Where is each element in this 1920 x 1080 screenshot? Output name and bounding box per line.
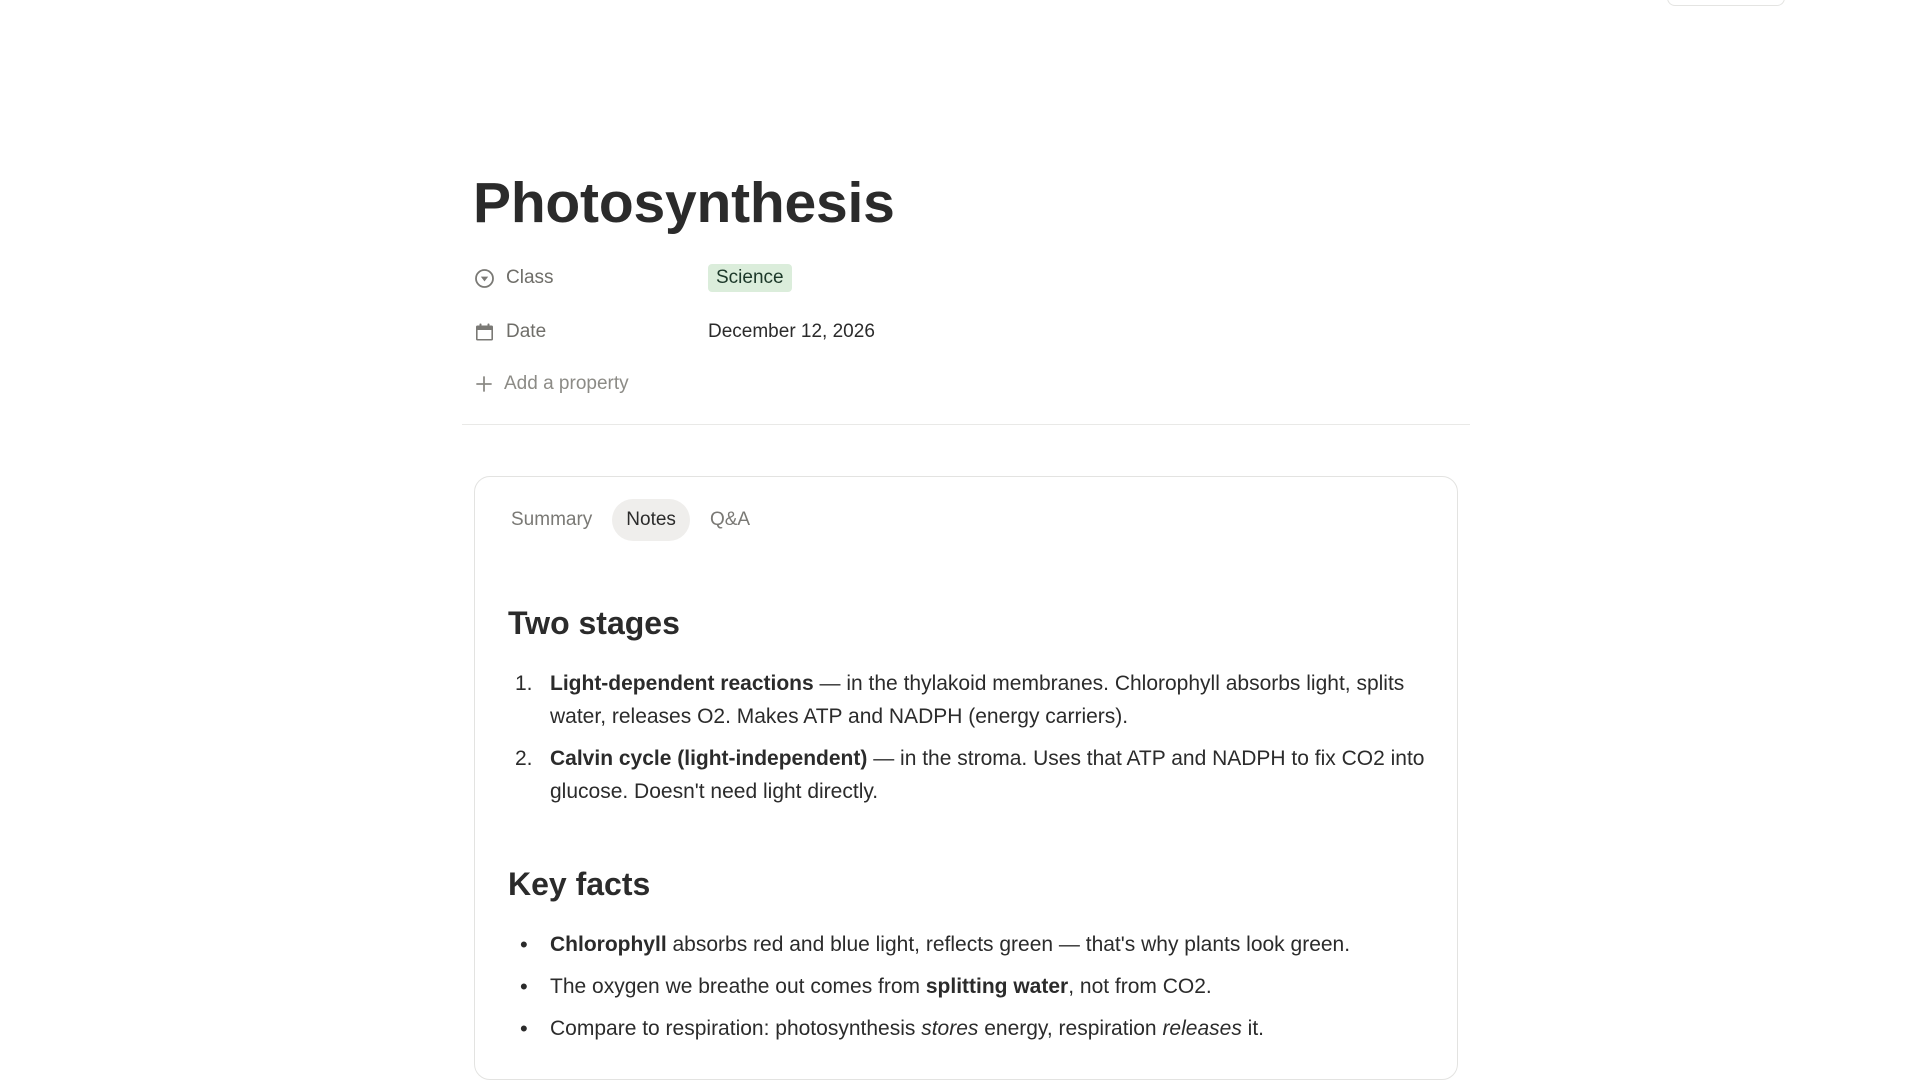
bold-text: Chlorophyll — [550, 933, 667, 956]
item-text: it. — [1241, 1017, 1264, 1040]
item-text: The oxygen we breathe out comes from — [550, 975, 926, 998]
calendar-icon — [473, 321, 495, 343]
list-marker: 2. — [515, 747, 533, 770]
bold-text: Light-dependent reactions — [550, 672, 814, 695]
section-heading-key-facts: Key facts — [508, 866, 651, 902]
add-property-label: Add a property — [504, 373, 629, 394]
italic-text: stores — [921, 1017, 979, 1040]
property-row-date[interactable] — [473, 316, 875, 348]
property-value-class[interactable] — [708, 264, 792, 292]
list-item-text — [550, 667, 1438, 733]
bullet-marker: • — [520, 974, 528, 999]
bulleted-list — [508, 928, 1438, 1054]
list-item — [508, 667, 1438, 733]
bullet-marker: • — [520, 1016, 528, 1041]
tab-summary[interactable]: Summary — [511, 509, 593, 530]
page-title[interactable]: Photosynthesis — [473, 171, 895, 235]
plus-icon — [473, 375, 495, 393]
top-right-button[interactable] — [1667, 0, 1785, 6]
item-text: — in the thylakoid membranes. Chlorophyll absorbs light, splits water, releases O2. Makes ATP and NADPH (energy carriers). — [550, 672, 1405, 728]
property-label-class[interactable] — [473, 267, 708, 289]
item-text: absorbs red and blue light, reflects green — that's why plants look green. — [666, 933, 1351, 956]
list-item-text — [550, 970, 1438, 1003]
item-text: Compare to respiration: photosynthesis — [550, 1017, 922, 1040]
item-text: , not from CO2. — [1068, 975, 1212, 998]
add-property-button[interactable] — [473, 369, 629, 399]
list-item — [508, 1012, 1438, 1045]
list-item — [508, 742, 1438, 808]
list-item — [508, 970, 1438, 1003]
property-row-class[interactable] — [473, 262, 792, 294]
property-label-text: Date — [506, 321, 547, 342]
italic-text: releases — [1162, 1017, 1242, 1040]
tab-qa[interactable]: Q&A — [709, 509, 751, 530]
tab-bar — [497, 499, 764, 541]
property-label-text: Class — [506, 267, 554, 288]
list-item — [508, 928, 1438, 961]
list-item-text — [550, 1012, 1438, 1045]
list-marker: 1. — [515, 672, 533, 695]
numbered-list — [508, 667, 1438, 817]
bullet-marker: • — [520, 932, 528, 957]
class-badge[interactable]: Science — [708, 264, 792, 292]
property-value-date[interactable]: December 12, 2026 — [708, 321, 875, 342]
tab-notes[interactable]: Notes — [612, 499, 690, 541]
property-label-date[interactable] — [473, 321, 708, 343]
section-heading-two-stages: Two stages — [508, 605, 680, 641]
list-item-text — [550, 742, 1438, 808]
bold-text: Calvin cycle (light-independent) — [550, 747, 868, 770]
list-item-text — [550, 928, 1438, 961]
bold-text: splitting water — [925, 975, 1069, 998]
item-text: — in the stroma. Uses that ATP and NADPH to fix CO2 into glucose. Doesn't need light directly. — [550, 747, 1425, 803]
select-icon — [473, 267, 495, 289]
divider — [462, 424, 1470, 425]
notes-card — [474, 476, 1458, 1080]
item-text: energy, respiration — [978, 1017, 1163, 1040]
